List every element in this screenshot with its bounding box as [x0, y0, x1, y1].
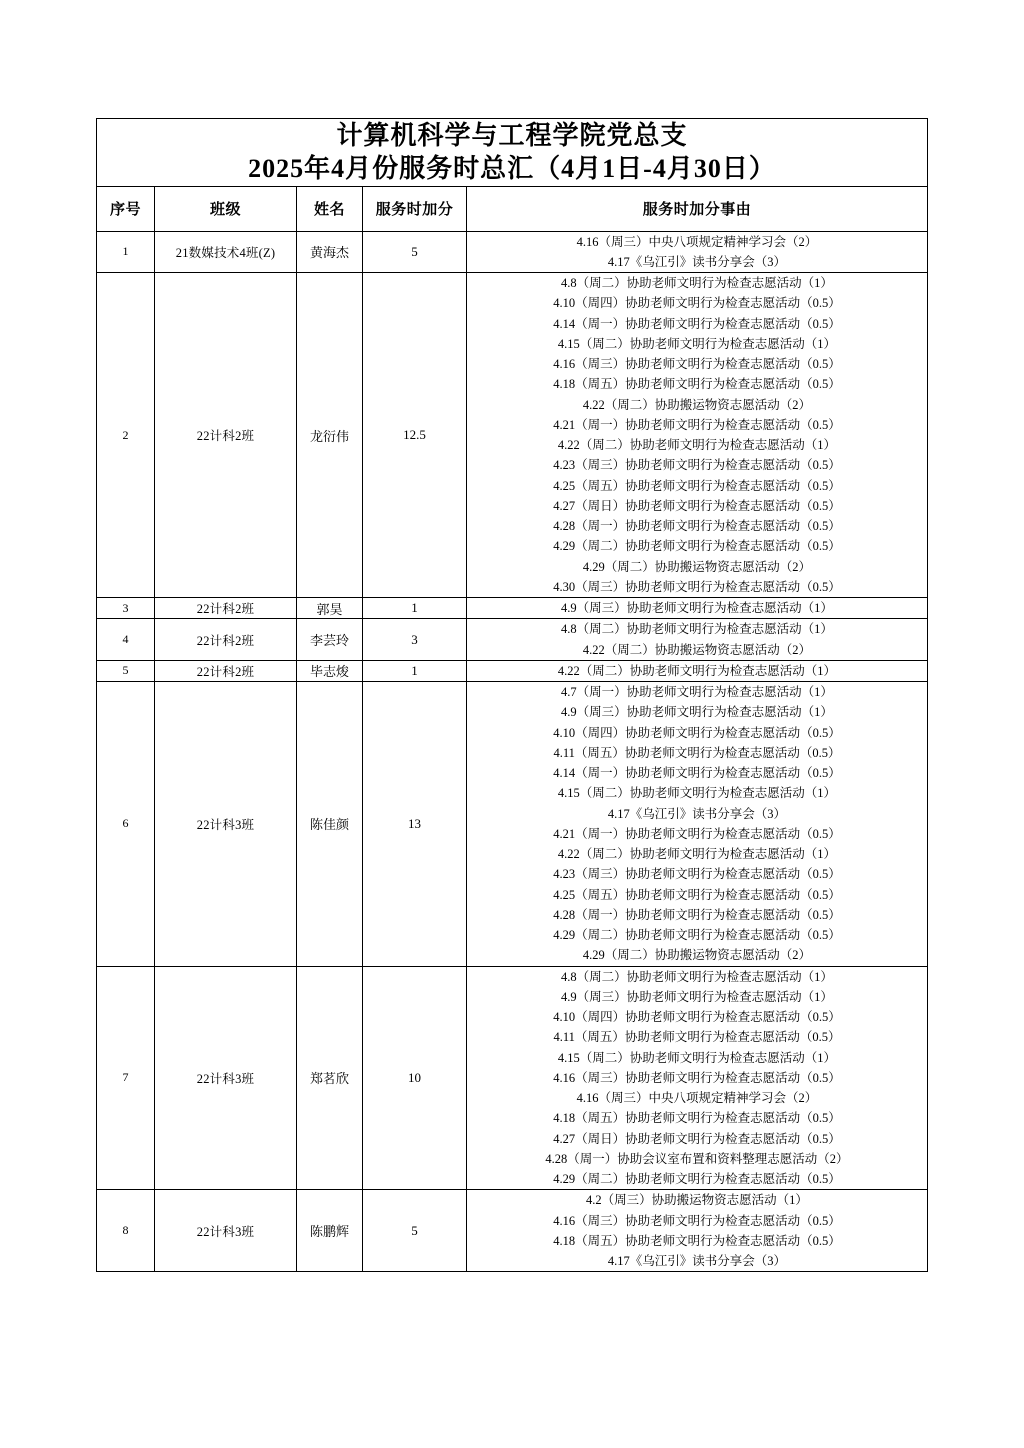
reason-line: 4.16（周三）中央八项规定精神学习会（2）	[576, 234, 818, 249]
reason-line: 4.30（周三）协助老师文明行为检查志愿活动（0.5）	[553, 579, 841, 594]
cell-class: 22计科2班	[155, 598, 297, 619]
cell-name: 陈佳颜	[297, 682, 363, 967]
cell-index: 5	[97, 660, 155, 681]
cell-class: 22计科2班	[155, 660, 297, 681]
table-row	[97, 1190, 928, 1272]
reason-line: 4.29（周二）协助搬运物资志愿活动（2）	[582, 948, 812, 963]
column-header-class: 班级	[155, 186, 297, 231]
reason-line: 4.14（周一）协助老师文明行为检查志愿活动（0.5）	[553, 766, 841, 781]
cell-reason	[467, 598, 928, 619]
reason-line: 4.27（周日）协助老师文明行为检查志愿活动（0.5）	[553, 498, 841, 513]
cell-reason	[467, 966, 928, 1190]
table-header-row	[97, 186, 928, 231]
table-row	[97, 231, 928, 273]
reason-line: 4.2（周三）协助搬运物资志愿活动（1）	[586, 1193, 808, 1208]
reason-line: 4.18（周五）协助老师文明行为检查志愿活动（0.5）	[553, 1111, 841, 1126]
reason-line: 4.29（周二）协助老师文明行为检查志愿活动（0.5）	[553, 928, 841, 943]
column-header-name: 姓名	[297, 186, 363, 231]
reason-line: 4.22（周二）协助老师文明行为检查志愿活动（1）	[557, 663, 837, 678]
cell-reason	[467, 660, 928, 681]
reason-line: 4.22（周二）协助老师文明行为检查志愿活动（1）	[557, 438, 837, 453]
cell-score: 1	[363, 660, 467, 681]
cell-name: 陈鹏辉	[297, 1190, 363, 1272]
table-row	[97, 619, 928, 661]
reason-line: 4.9（周三）协助老师文明行为检查志愿活动（1）	[561, 601, 833, 616]
cell-score: 3	[363, 619, 467, 661]
reason-line: 4.10（周四）协助老师文明行为检查志愿活动（0.5）	[553, 725, 841, 740]
reason-line: 4.18（周五）协助老师文明行为检查志愿活动（0.5）	[553, 377, 841, 392]
cell-reason	[467, 1190, 928, 1272]
reason-line: 4.15（周二）协助老师文明行为检查志愿活动（1）	[557, 1050, 837, 1065]
reason-line: 4.16（周三）协助老师文明行为检查志愿活动（0.5）	[553, 1070, 841, 1085]
cell-name: 毕志焌	[297, 660, 363, 681]
cell-name: 龙衍伟	[297, 273, 363, 598]
cell-index: 6	[97, 682, 155, 967]
reason-line: 4.23（周三）协助老师文明行为检查志愿活动（0.5）	[553, 867, 841, 882]
cell-name: 黄海杰	[297, 231, 363, 273]
column-header-index: 序号	[97, 186, 155, 231]
table-row	[97, 273, 928, 598]
cell-index: 7	[97, 966, 155, 1190]
reason-line: 4.17《乌江引》读书分享会（3）	[607, 806, 787, 821]
cell-index: 2	[97, 273, 155, 598]
reason-line: 4.17《乌江引》读书分享会（3）	[607, 1254, 787, 1269]
column-header-score: 服务时加分	[363, 186, 467, 231]
cell-class: 22计科3班	[155, 966, 297, 1190]
reason-line: 4.8（周二）协助老师文明行为检查志愿活动（1）	[561, 276, 833, 291]
reason-line: 4.28（周一）协助老师文明行为检查志愿活动（0.5）	[553, 519, 841, 534]
column-header-reason: 服务时加分事由	[467, 186, 928, 231]
cell-class: 22计科3班	[155, 1190, 297, 1272]
reason-line: 4.18（周五）协助老师文明行为检查志愿活动（0.5）	[553, 1233, 841, 1248]
title-line-1: 计算机科学与工程学院党总支	[336, 121, 688, 150]
cell-score: 5	[363, 1190, 467, 1272]
reason-line: 4.10（周四）协助老师文明行为检查志愿活动（0.5）	[553, 296, 841, 311]
cell-score: 13	[363, 682, 467, 967]
reason-line: 4.9（周三）协助老师文明行为检查志愿活动（1）	[561, 989, 833, 1004]
cell-reason	[467, 273, 928, 598]
cell-index: 8	[97, 1190, 155, 1272]
cell-reason	[467, 682, 928, 967]
reason-line: 4.25（周五）协助老师文明行为检查志愿活动（0.5）	[553, 478, 841, 493]
reason-line: 4.27（周日）协助老师文明行为检查志愿活动（0.5）	[553, 1131, 841, 1146]
reason-line: 4.25（周五）协助老师文明行为检查志愿活动（0.5）	[553, 887, 841, 902]
reason-line: 4.23（周三）协助老师文明行为检查志愿活动（0.5）	[553, 458, 841, 473]
reason-line: 4.21（周一）协助老师文明行为检查志愿活动（0.5）	[553, 826, 841, 841]
reason-line: 4.22（周二）协助搬运物资志愿活动（2）	[582, 642, 812, 657]
cell-name: 郭昊	[297, 598, 363, 619]
reason-line: 4.15（周二）协助老师文明行为检查志愿活动（1）	[557, 786, 837, 801]
reason-line: 4.9（周三）协助老师文明行为检查志愿活动（1）	[561, 705, 833, 720]
reason-line: 4.11（周五）协助老师文明行为检查志愿活动（0.5）	[553, 1030, 841, 1045]
cell-reason	[467, 231, 928, 273]
title-row	[97, 119, 928, 187]
reason-line: 4.28（周一）协助老师文明行为检查志愿活动（0.5）	[553, 907, 841, 922]
reason-line: 4.7（周一）协助老师文明行为检查志愿活动（1）	[561, 685, 833, 700]
reason-line: 4.29（周二）协助老师文明行为检查志愿活动（0.5）	[553, 1172, 841, 1187]
table-row	[97, 682, 928, 967]
reason-line: 4.8（周二）协助老师文明行为检查志愿活动（1）	[561, 622, 833, 637]
reason-line: 4.16（周三）协助老师文明行为检查志愿活动（0.5）	[553, 357, 841, 372]
table-row	[97, 660, 928, 681]
reason-line: 4.11（周五）协助老师文明行为检查志愿活动（0.5）	[553, 745, 841, 760]
cell-index: 3	[97, 598, 155, 619]
cell-name: 李芸玲	[297, 619, 363, 661]
cell-name: 郑茗欣	[297, 966, 363, 1190]
service-hours-table	[96, 118, 928, 1272]
reason-line: 4.22（周二）协助老师文明行为检查志愿活动（1）	[557, 847, 837, 862]
reason-line: 4.29（周二）协助老师文明行为检查志愿活动（0.5）	[553, 539, 841, 554]
cell-index: 4	[97, 619, 155, 661]
reason-line: 4.17《乌江引》读书分享会（3）	[607, 254, 787, 269]
reason-line: 4.10（周四）协助老师文明行为检查志愿活动（0.5）	[553, 1010, 841, 1025]
reason-line: 4.22（周二）协助搬运物资志愿活动（2）	[582, 397, 812, 412]
table-row	[97, 598, 928, 619]
cell-class: 22计科3班	[155, 682, 297, 967]
cell-class: 22计科2班	[155, 273, 297, 598]
reason-line: 4.29（周二）协助搬运物资志愿活动（2）	[582, 559, 812, 574]
title-line-2: 2025年4月份服务时总汇（4月1日-4月30日）	[248, 154, 776, 184]
reason-line: 4.8（周二）协助老师文明行为检查志愿活动（1）	[561, 969, 833, 984]
cell-score: 5	[363, 231, 467, 273]
cell-score: 10	[363, 966, 467, 1190]
cell-score: 1	[363, 598, 467, 619]
cell-class: 21数媒技术4班(Z)	[155, 231, 297, 273]
reason-line: 4.14（周一）协助老师文明行为检查志愿活动（0.5）	[553, 316, 841, 331]
reason-line: 4.16（周三）中央八项规定精神学习会（2）	[576, 1091, 818, 1106]
cell-score: 12.5	[363, 273, 467, 598]
reason-line: 4.28（周一）协助会议室布置和资料整理志愿活动（2）	[545, 1151, 849, 1166]
document-title	[97, 119, 928, 187]
reason-line: 4.21（周一）协助老师文明行为检查志愿活动（0.5）	[553, 417, 841, 432]
table-row	[97, 966, 928, 1190]
reason-line: 4.16（周三）协助老师文明行为检查志愿活动（0.5）	[553, 1213, 841, 1228]
cell-index: 1	[97, 231, 155, 273]
cell-reason	[467, 619, 928, 661]
cell-class: 22计科2班	[155, 619, 297, 661]
reason-line: 4.15（周二）协助老师文明行为检查志愿活动（1）	[557, 336, 837, 351]
